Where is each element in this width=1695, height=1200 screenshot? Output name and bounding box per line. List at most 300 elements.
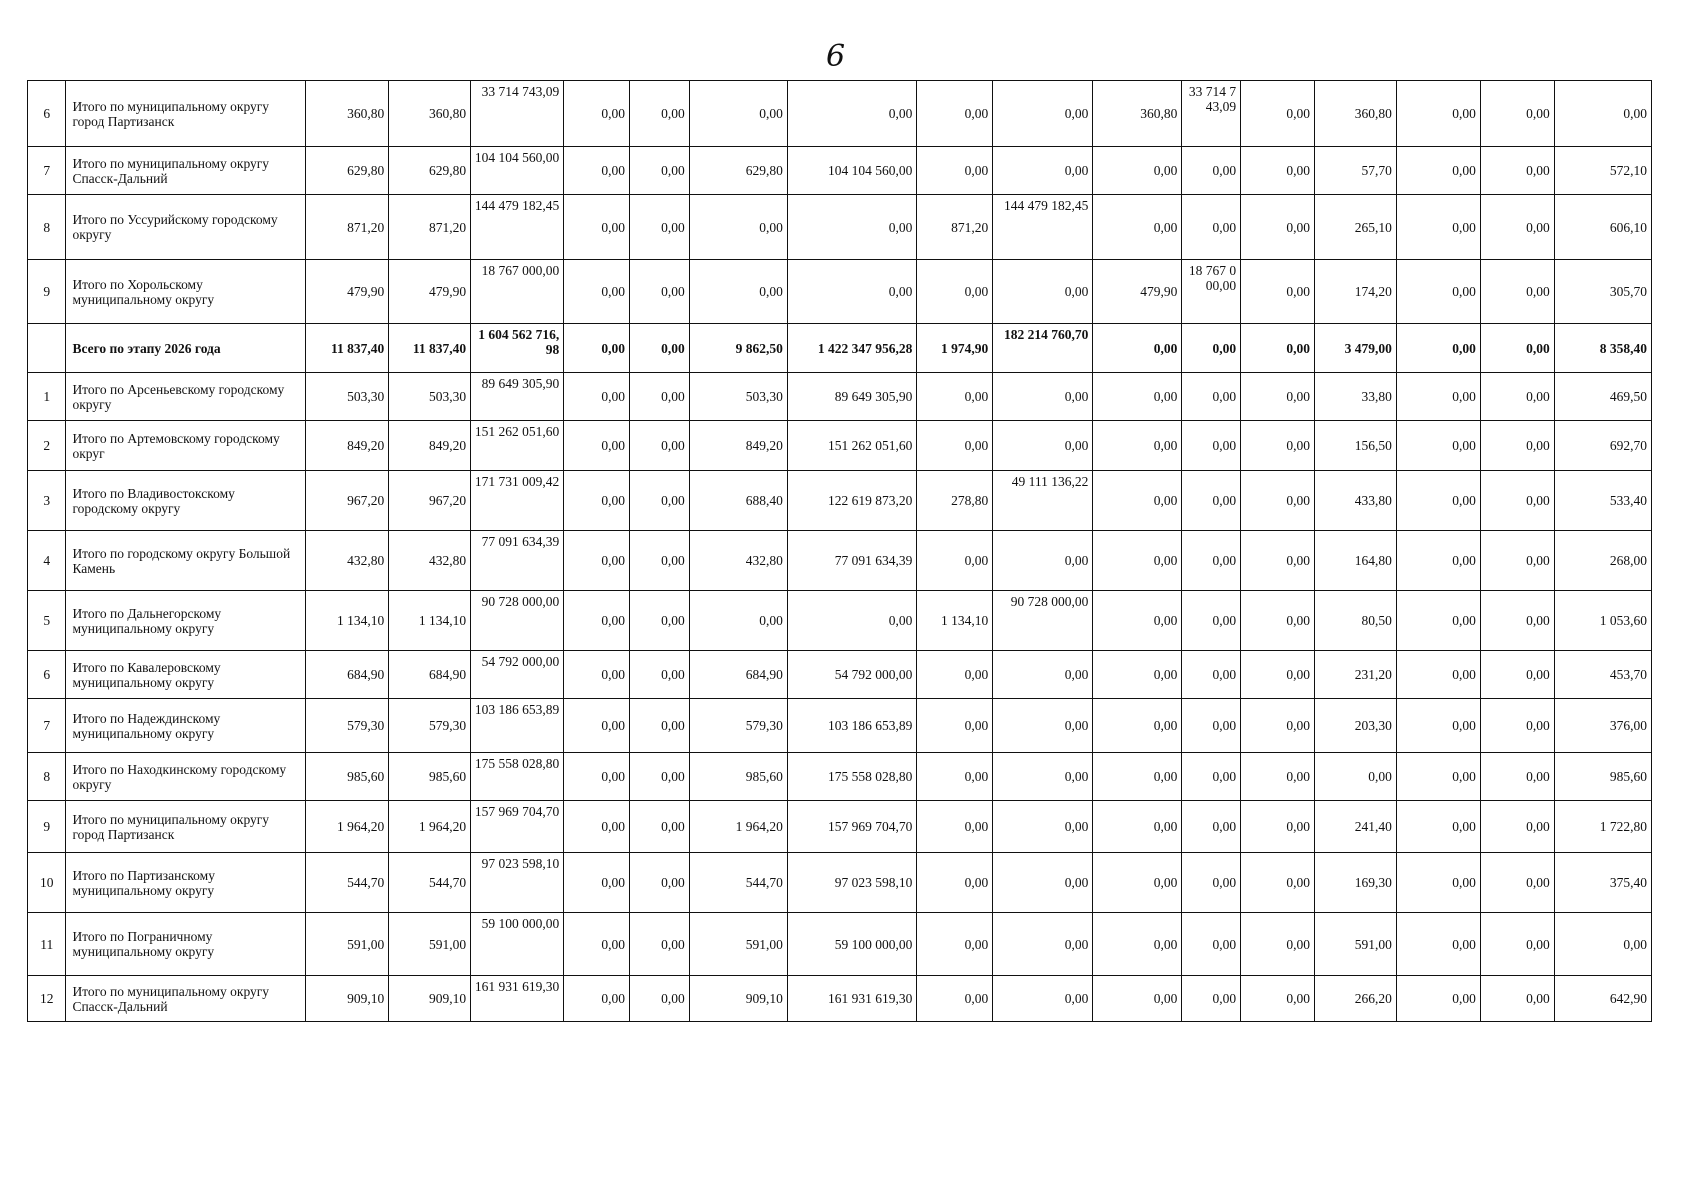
- value-cell: 0,00: [1241, 753, 1315, 801]
- value-cell: 0,00: [1182, 531, 1241, 591]
- value-cell: 0,00: [1241, 195, 1315, 260]
- value-cell: 157 969 704,70: [471, 801, 564, 853]
- value-cell: 0,00: [917, 421, 993, 471]
- value-cell: 0,00: [1396, 471, 1480, 531]
- table-row: [28, 147, 1652, 195]
- table-row: [28, 976, 1652, 1022]
- value-cell: 0,00: [993, 147, 1093, 195]
- value-cell: 503,30: [306, 373, 389, 421]
- municipality-name-cell: Итого по Партизанскому муниципальному округу: [66, 853, 306, 913]
- row-number-cell: 9: [28, 801, 66, 853]
- value-cell: 241,40: [1314, 801, 1396, 853]
- value-cell: 469,50: [1554, 373, 1651, 421]
- value-cell: 967,20: [389, 471, 471, 531]
- value-cell: 0,00: [1480, 421, 1554, 471]
- value-cell: 0,00: [1182, 976, 1241, 1022]
- value-cell: 0,00: [1093, 753, 1182, 801]
- value-cell: 591,00: [306, 913, 389, 976]
- value-cell: 985,60: [689, 753, 787, 801]
- value-cell: 0,00: [1396, 651, 1480, 699]
- row-number-cell: 8: [28, 753, 66, 801]
- value-cell: 0,00: [787, 195, 917, 260]
- municipality-name-cell: Итого по Надеждинскому муниципальному округу: [66, 699, 306, 753]
- value-cell: 0,00: [1480, 853, 1554, 913]
- value-cell: 0,00: [993, 421, 1093, 471]
- row-number-cell: 10: [28, 853, 66, 913]
- value-cell: 0,00: [1396, 853, 1480, 913]
- value-cell: 0,00: [1182, 801, 1241, 853]
- value-cell: 0,00: [1093, 801, 1182, 853]
- value-cell: 1 134,10: [306, 591, 389, 651]
- value-cell: 909,10: [689, 976, 787, 1022]
- value-cell: 0,00: [630, 651, 690, 699]
- municipality-name-cell: Итого по Артемовскому городскому округ: [66, 421, 306, 471]
- value-cell: 0,00: [917, 699, 993, 753]
- value-cell: 151 262 051,60: [787, 421, 917, 471]
- value-cell: 849,20: [306, 421, 389, 471]
- value-cell: 0,00: [564, 591, 630, 651]
- table-row: [28, 81, 1652, 147]
- value-cell: 0,00: [564, 913, 630, 976]
- municipality-name-cell: Итого по муниципальному округу город Партизанск: [66, 81, 306, 147]
- value-cell: 59 100 000,00: [787, 913, 917, 976]
- value-cell: 174,20: [1314, 260, 1396, 324]
- value-cell: 432,80: [689, 531, 787, 591]
- row-number-cell: 3: [28, 471, 66, 531]
- value-cell: 0,00: [917, 913, 993, 976]
- value-cell: 985,60: [389, 753, 471, 801]
- value-cell: 57,70: [1314, 147, 1396, 195]
- value-cell: 104 104 560,00: [787, 147, 917, 195]
- value-cell: 629,80: [689, 147, 787, 195]
- value-cell: 0,00: [689, 81, 787, 147]
- value-cell: 0,00: [1396, 913, 1480, 976]
- value-cell: 265,10: [1314, 195, 1396, 260]
- municipality-name-cell: Итого по муниципальному округу город Партизанск: [66, 801, 306, 853]
- value-cell: 0,00: [993, 373, 1093, 421]
- value-cell: 360,80: [1093, 81, 1182, 147]
- value-cell: 59 100 000,00: [471, 913, 564, 976]
- value-cell: 0,00: [1396, 81, 1480, 147]
- value-cell: 0,00: [1182, 373, 1241, 421]
- value-cell: 0,00: [1480, 81, 1554, 147]
- value-cell: 0,00: [787, 260, 917, 324]
- value-cell: 0,00: [1182, 471, 1241, 531]
- value-cell: 967,20: [306, 471, 389, 531]
- value-cell: 0,00: [1093, 324, 1182, 373]
- value-cell: 9 862,50: [689, 324, 787, 373]
- value-cell: 0,00: [1241, 373, 1315, 421]
- value-cell: 0,00: [1182, 699, 1241, 753]
- value-cell: 0,00: [1480, 591, 1554, 651]
- value-cell: 642,90: [1554, 976, 1651, 1022]
- value-cell: 0,00: [1093, 421, 1182, 471]
- value-cell: 0,00: [564, 853, 630, 913]
- value-cell: 0,00: [1241, 81, 1315, 147]
- value-cell: 591,00: [389, 913, 471, 976]
- value-cell: 0,00: [689, 195, 787, 260]
- value-cell: 104 104 560,00: [471, 147, 564, 195]
- value-cell: 0,00: [1396, 976, 1480, 1022]
- value-cell: 629,80: [306, 147, 389, 195]
- value-cell: 871,20: [306, 195, 389, 260]
- value-cell: 169,30: [1314, 853, 1396, 913]
- value-cell: 0,00: [564, 260, 630, 324]
- value-cell: 0,00: [630, 801, 690, 853]
- value-cell: 164,80: [1314, 531, 1396, 591]
- municipality-name-cell: Итого по муниципальному округу Спасск-Дальний: [66, 976, 306, 1022]
- value-cell: 0,00: [1241, 699, 1315, 753]
- value-cell: 684,90: [389, 651, 471, 699]
- value-cell: 0,00: [1480, 531, 1554, 591]
- value-cell: 591,00: [689, 913, 787, 976]
- value-cell: 0,00: [917, 531, 993, 591]
- table-row: [28, 699, 1652, 753]
- value-cell: 0,00: [564, 976, 630, 1022]
- value-cell: 533,40: [1554, 471, 1651, 531]
- value-cell: 0,00: [1480, 324, 1554, 373]
- value-cell: 0,00: [1093, 195, 1182, 260]
- row-number-cell: [28, 324, 66, 373]
- value-cell: 871,20: [389, 195, 471, 260]
- value-cell: 175 558 028,80: [787, 753, 917, 801]
- value-cell: 231,20: [1314, 651, 1396, 699]
- value-cell: 0,00: [1554, 913, 1651, 976]
- value-cell: 0,00: [917, 976, 993, 1022]
- value-cell: 77 091 634,39: [787, 531, 917, 591]
- value-cell: 0,00: [1241, 421, 1315, 471]
- row-number-cell: 11: [28, 913, 66, 976]
- value-cell: 0,00: [993, 260, 1093, 324]
- value-cell: 376,00: [1554, 699, 1651, 753]
- value-cell: 0,00: [1241, 801, 1315, 853]
- value-cell: 0,00: [1396, 324, 1480, 373]
- row-number-cell: 8: [28, 195, 66, 260]
- value-cell: 0,00: [630, 591, 690, 651]
- value-cell: 1 964,20: [306, 801, 389, 853]
- value-cell: 11 837,40: [389, 324, 471, 373]
- value-cell: 606,10: [1554, 195, 1651, 260]
- value-cell: 0,00: [993, 853, 1093, 913]
- value-cell: 0,00: [564, 753, 630, 801]
- value-cell: 0,00: [1554, 81, 1651, 147]
- value-cell: 0,00: [1182, 324, 1241, 373]
- value-cell: 909,10: [306, 976, 389, 1022]
- value-cell: 203,30: [1314, 699, 1396, 753]
- municipality-name-cell: Итого по Владивостокскому городскому округу: [66, 471, 306, 531]
- value-cell: 0,00: [993, 531, 1093, 591]
- value-cell: 479,90: [306, 260, 389, 324]
- value-cell: 688,40: [689, 471, 787, 531]
- table-body: [28, 81, 1652, 1022]
- value-cell: 985,60: [306, 753, 389, 801]
- value-cell: 0,00: [1093, 531, 1182, 591]
- value-cell: 0,00: [564, 801, 630, 853]
- value-cell: 479,90: [1093, 260, 1182, 324]
- value-cell: 0,00: [1182, 591, 1241, 651]
- value-cell: 0,00: [1182, 195, 1241, 260]
- value-cell: 684,90: [689, 651, 787, 699]
- table-row: [28, 195, 1652, 260]
- value-cell: 0,00: [1241, 324, 1315, 373]
- value-cell: 0,00: [689, 591, 787, 651]
- value-cell: 11 837,40: [306, 324, 389, 373]
- value-cell: 0,00: [1480, 471, 1554, 531]
- value-cell: 0,00: [1093, 591, 1182, 651]
- value-cell: 0,00: [564, 81, 630, 147]
- value-cell: 432,80: [306, 531, 389, 591]
- value-cell: 0,00: [1480, 699, 1554, 753]
- value-cell: 0,00: [564, 531, 630, 591]
- value-cell: 0,00: [630, 853, 690, 913]
- value-cell: 0,00: [1093, 913, 1182, 976]
- municipality-name-cell: Итого по Хорольскому муниципальному округу: [66, 260, 306, 324]
- municipality-name-cell: Итого по Пограничному муниципальному округу: [66, 913, 306, 976]
- value-cell: 0,00: [1396, 147, 1480, 195]
- value-cell: 0,00: [1480, 373, 1554, 421]
- value-cell: 8 358,40: [1554, 324, 1651, 373]
- value-cell: 1 722,80: [1554, 801, 1651, 853]
- value-cell: 0,00: [630, 913, 690, 976]
- value-cell: 0,00: [1093, 471, 1182, 531]
- value-cell: 0,00: [1241, 147, 1315, 195]
- value-cell: 33 714 743,09: [1182, 81, 1241, 147]
- value-cell: 89 649 305,90: [787, 373, 917, 421]
- value-cell: 1 422 347 956,28: [787, 324, 917, 373]
- value-cell: 1 053,60: [1554, 591, 1651, 651]
- value-cell: 579,30: [389, 699, 471, 753]
- value-cell: 909,10: [389, 976, 471, 1022]
- value-cell: 0,00: [917, 260, 993, 324]
- value-cell: 0,00: [1396, 591, 1480, 651]
- value-cell: 18 767 000,00: [1182, 260, 1241, 324]
- value-cell: 97 023 598,10: [471, 853, 564, 913]
- value-cell: 0,00: [1480, 651, 1554, 699]
- value-cell: 0,00: [564, 195, 630, 260]
- value-cell: 0,00: [630, 373, 690, 421]
- value-cell: 0,00: [1093, 147, 1182, 195]
- value-cell: 0,00: [1182, 853, 1241, 913]
- value-cell: 157 969 704,70: [787, 801, 917, 853]
- value-cell: 161 931 619,30: [471, 976, 564, 1022]
- value-cell: 692,70: [1554, 421, 1651, 471]
- value-cell: 0,00: [1396, 195, 1480, 260]
- value-cell: 0,00: [564, 699, 630, 753]
- value-cell: 1 604 562 716,98: [471, 324, 564, 373]
- value-cell: 0,00: [1182, 651, 1241, 699]
- value-cell: 1 964,20: [389, 801, 471, 853]
- value-cell: 849,20: [389, 421, 471, 471]
- value-cell: 0,00: [1241, 976, 1315, 1022]
- value-cell: 0,00: [630, 195, 690, 260]
- value-cell: 3 479,00: [1314, 324, 1396, 373]
- value-cell: 89 649 305,90: [471, 373, 564, 421]
- total-label-cell: Всего по этапу 2026 года: [66, 324, 306, 373]
- value-cell: 0,00: [1241, 913, 1315, 976]
- value-cell: 1 974,90: [917, 324, 993, 373]
- value-cell: 0,00: [1182, 421, 1241, 471]
- municipality-name-cell: Итого по Дальнегорскому муниципальному округу: [66, 591, 306, 651]
- page-number: 6: [826, 39, 846, 74]
- value-cell: 0,00: [564, 324, 630, 373]
- table-row: [28, 651, 1652, 699]
- table-row: [28, 801, 1652, 853]
- value-cell: 0,00: [1182, 147, 1241, 195]
- value-cell: 0,00: [917, 651, 993, 699]
- value-cell: 375,40: [1554, 853, 1651, 913]
- value-cell: 503,30: [389, 373, 471, 421]
- value-cell: 0,00: [1396, 753, 1480, 801]
- value-cell: 0,00: [689, 260, 787, 324]
- value-cell: 0,00: [993, 699, 1093, 753]
- value-cell: 0,00: [564, 421, 630, 471]
- value-cell: 151 262 051,60: [471, 421, 564, 471]
- value-cell: 0,00: [1241, 591, 1315, 651]
- value-cell: 0,00: [630, 147, 690, 195]
- value-cell: 544,70: [389, 853, 471, 913]
- value-cell: 0,00: [1396, 531, 1480, 591]
- value-cell: 0,00: [1093, 373, 1182, 421]
- value-cell: 0,00: [1241, 260, 1315, 324]
- value-cell: 0,00: [917, 81, 993, 147]
- value-cell: 544,70: [306, 853, 389, 913]
- value-cell: 0,00: [630, 753, 690, 801]
- value-cell: 433,80: [1314, 471, 1396, 531]
- value-cell: 266,20: [1314, 976, 1396, 1022]
- value-cell: 0,00: [630, 976, 690, 1022]
- value-cell: 54 792 000,00: [787, 651, 917, 699]
- value-cell: 871,20: [917, 195, 993, 260]
- value-cell: 175 558 028,80: [471, 753, 564, 801]
- value-cell: 0,00: [1396, 373, 1480, 421]
- value-cell: 0,00: [1396, 421, 1480, 471]
- value-cell: 161 931 619,30: [787, 976, 917, 1022]
- value-cell: 0,00: [1093, 976, 1182, 1022]
- value-cell: 0,00: [1480, 753, 1554, 801]
- value-cell: 33 714 743,09: [471, 81, 564, 147]
- municipality-name-cell: Итого по Кавалеровскому муниципальному округу: [66, 651, 306, 699]
- value-cell: 0,00: [630, 324, 690, 373]
- value-cell: 0,00: [917, 753, 993, 801]
- row-number-cell: 2: [28, 421, 66, 471]
- value-cell: 0,00: [1480, 913, 1554, 976]
- value-cell: 0,00: [1241, 853, 1315, 913]
- table-row: [28, 853, 1652, 913]
- value-cell: 0,00: [917, 853, 993, 913]
- value-cell: 0,00: [630, 81, 690, 147]
- row-number-cell: 7: [28, 147, 66, 195]
- value-cell: 0,00: [1182, 913, 1241, 976]
- value-cell: 0,00: [630, 260, 690, 324]
- value-cell: 80,50: [1314, 591, 1396, 651]
- value-cell: 278,80: [917, 471, 993, 531]
- value-cell: 97 023 598,10: [787, 853, 917, 913]
- value-cell: 18 767 000,00: [471, 260, 564, 324]
- value-cell: 0,00: [993, 753, 1093, 801]
- value-cell: 629,80: [389, 147, 471, 195]
- table-row: [28, 913, 1652, 976]
- value-cell: 0,00: [564, 471, 630, 531]
- value-cell: 0,00: [993, 801, 1093, 853]
- value-cell: 33,80: [1314, 373, 1396, 421]
- value-cell: 0,00: [630, 471, 690, 531]
- value-cell: 0,00: [1480, 801, 1554, 853]
- row-number-cell: 12: [28, 976, 66, 1022]
- value-cell: 453,70: [1554, 651, 1651, 699]
- value-cell: 0,00: [993, 81, 1093, 147]
- value-cell: 156,50: [1314, 421, 1396, 471]
- municipality-name-cell: Итого по городскому округу Большой Камень: [66, 531, 306, 591]
- municipality-name-cell: Итого по муниципальному округу Спасск-Дальний: [66, 147, 306, 195]
- municipality-name-cell: Итого по Уссурийскому городскому округу: [66, 195, 306, 260]
- value-cell: 103 186 653,89: [787, 699, 917, 753]
- value-cell: 0,00: [564, 373, 630, 421]
- value-cell: 0,00: [1396, 699, 1480, 753]
- value-cell: 503,30: [689, 373, 787, 421]
- value-cell: 77 091 634,39: [471, 531, 564, 591]
- table-row: [28, 373, 1652, 421]
- value-cell: 579,30: [689, 699, 787, 753]
- row-number-cell: 4: [28, 531, 66, 591]
- value-cell: 0,00: [1182, 753, 1241, 801]
- value-cell: 360,80: [306, 81, 389, 147]
- value-cell: 1 134,10: [389, 591, 471, 651]
- value-cell: 0,00: [917, 147, 993, 195]
- value-cell: 1 964,20: [689, 801, 787, 853]
- table-row: [28, 531, 1652, 591]
- table-row: [28, 260, 1652, 324]
- value-cell: 360,80: [1314, 81, 1396, 147]
- value-cell: 0,00: [917, 373, 993, 421]
- row-number-cell: 5: [28, 591, 66, 651]
- value-cell: 1 134,10: [917, 591, 993, 651]
- value-cell: 432,80: [389, 531, 471, 591]
- table-row: [28, 471, 1652, 531]
- value-cell: 849,20: [689, 421, 787, 471]
- value-cell: 0,00: [787, 591, 917, 651]
- row-number-cell: 9: [28, 260, 66, 324]
- value-cell: 0,00: [1396, 801, 1480, 853]
- data-table: [27, 80, 1652, 1022]
- value-cell: 0,00: [1480, 147, 1554, 195]
- row-number-cell: 6: [28, 651, 66, 699]
- value-cell: 591,00: [1314, 913, 1396, 976]
- value-cell: 171 731 009,42: [471, 471, 564, 531]
- value-cell: 90 728 000,00: [471, 591, 564, 651]
- value-cell: 0,00: [1241, 531, 1315, 591]
- table-row: [28, 591, 1652, 651]
- value-cell: 0,00: [1093, 853, 1182, 913]
- value-cell: 985,60: [1554, 753, 1651, 801]
- value-cell: 0,00: [993, 651, 1093, 699]
- value-cell: 144 479 182,45: [471, 195, 564, 260]
- value-cell: 0,00: [917, 801, 993, 853]
- table-row: [28, 753, 1652, 801]
- value-cell: 268,00: [1554, 531, 1651, 591]
- value-cell: 0,00: [1480, 195, 1554, 260]
- municipality-name-cell: Итого по Арсеньевскому городскому округу: [66, 373, 306, 421]
- value-cell: 0,00: [993, 976, 1093, 1022]
- value-cell: 0,00: [564, 651, 630, 699]
- value-cell: 0,00: [1093, 699, 1182, 753]
- value-cell: 0,00: [630, 421, 690, 471]
- value-cell: 0,00: [787, 81, 917, 147]
- value-cell: 544,70: [689, 853, 787, 913]
- table-row: [28, 324, 1652, 373]
- row-number-cell: 6: [28, 81, 66, 147]
- value-cell: 182 214 760,70: [993, 324, 1093, 373]
- value-cell: 122 619 873,20: [787, 471, 917, 531]
